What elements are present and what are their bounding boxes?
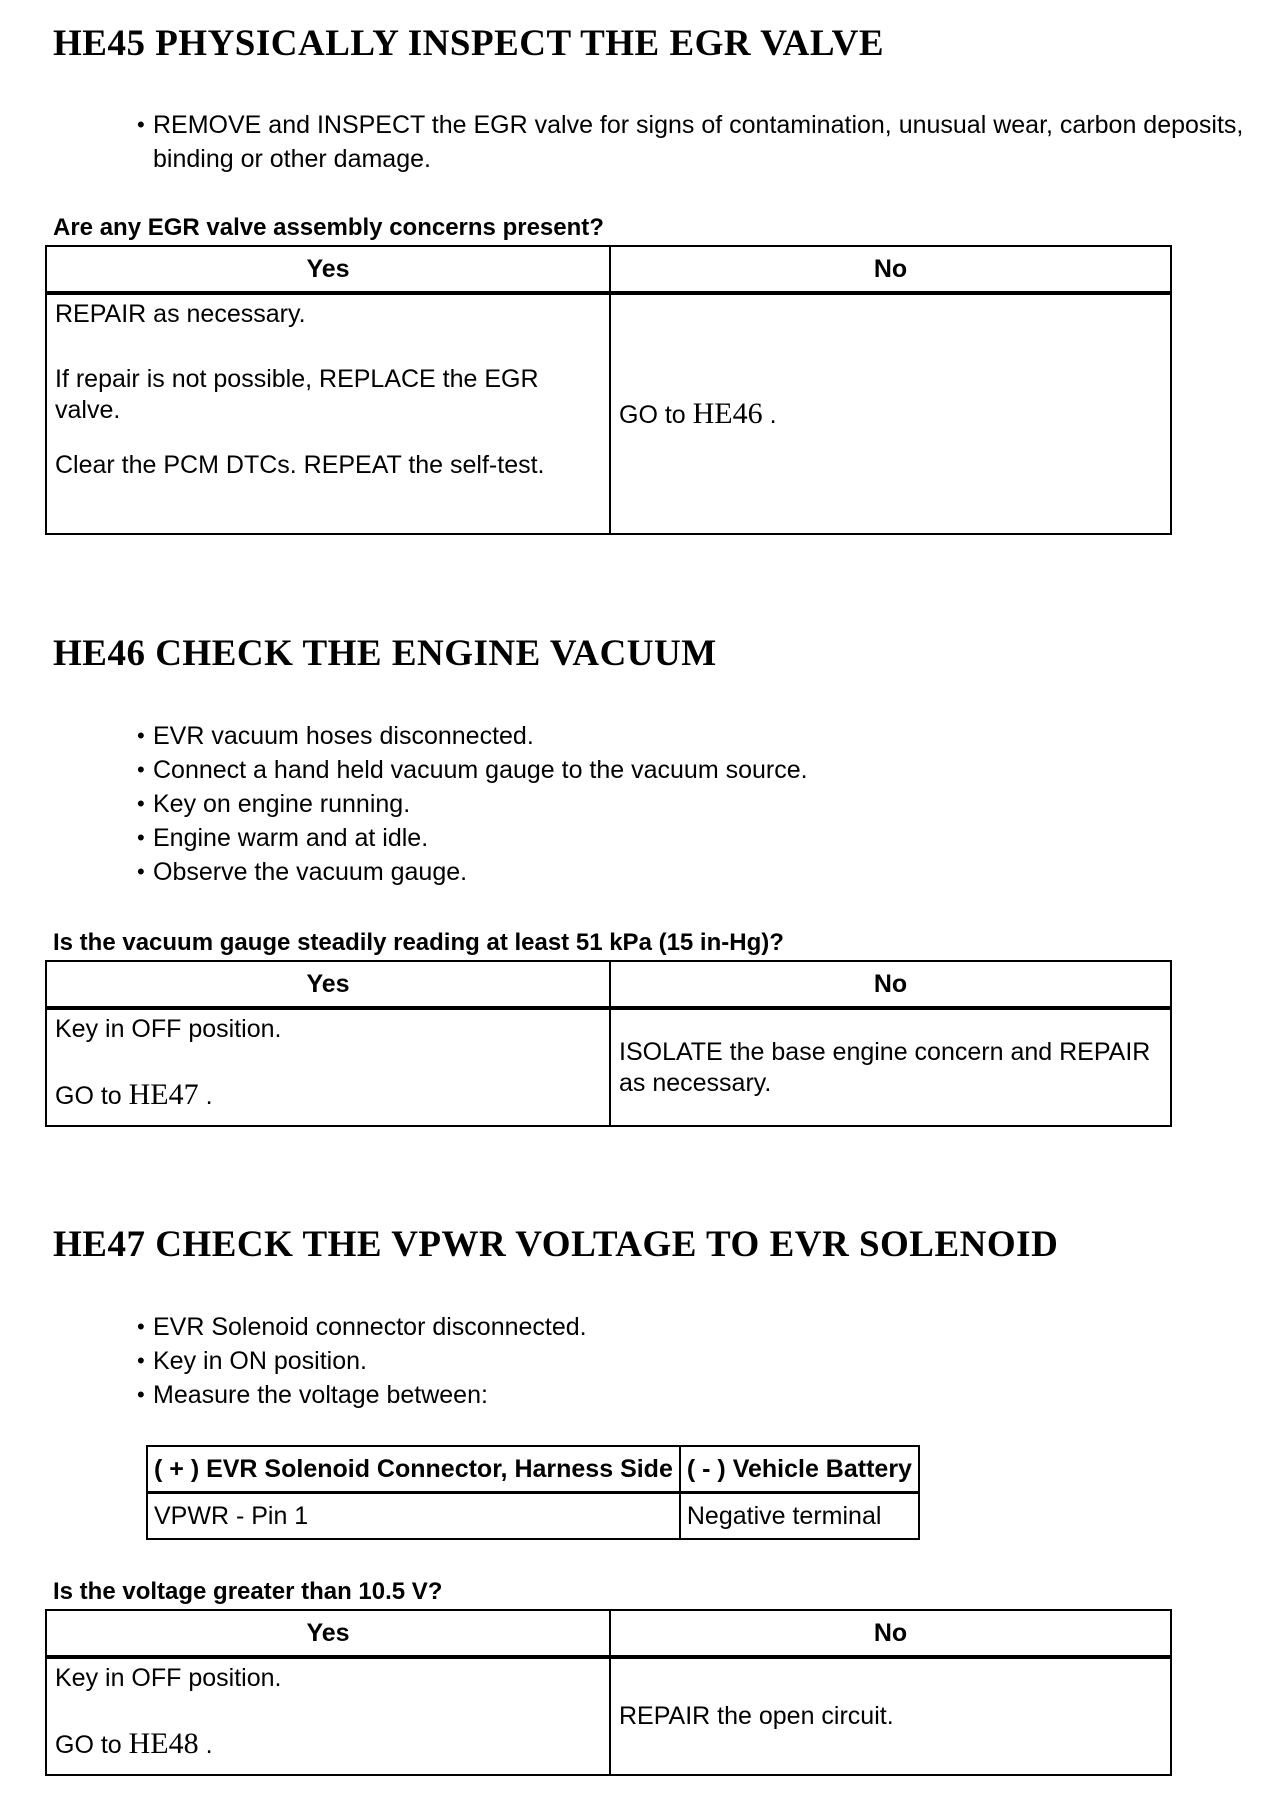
he47-steps [137,1310,1257,1412]
no-cell [610,293,1171,534]
step-item: • Connect a hand held vacuum gauge to the vacuum source. [137,753,1257,787]
yes-text-3: Clear the PCM DTCs. REPEAT the self-test. [55,451,545,479]
meas-header-negative: ( - ) Vehicle Battery [680,1446,919,1493]
no-prefix: GO to [619,400,686,429]
yes-text-1: Key in OFF position. [55,1015,282,1043]
he46-result-table [45,960,1172,1127]
he45-result-table [45,245,1172,535]
step-item: • Key on engine running. [137,787,1257,821]
yes-header: Yes [46,1610,610,1657]
yes-prefix: GO to [55,1731,122,1759]
step-item: • EVR vacuum hoses disconnected. [137,719,1257,753]
yes-cell [46,293,610,534]
he47-result-table [45,1609,1172,1776]
yes-header: Yes [46,246,610,293]
yes-suffix: . [205,1731,213,1759]
step-item: • Key in ON position. [137,1344,1257,1378]
he46-link[interactable]: HE46 [692,396,763,430]
meas-cell-positive: VPWR - Pin 1 [147,1493,680,1540]
he48-link[interactable]: HE48 [128,1727,199,1760]
measurement-table [146,1445,920,1540]
step-item [137,108,1257,176]
yes-goto [55,1079,601,1112]
yes-header: Yes [46,961,610,1008]
he46-title: HE46 CHECK THE ENGINE VACUUM [53,633,717,674]
no-cell: REPAIR the open circuit. [610,1657,1171,1775]
step-item: • Engine warm and at idle. [137,821,1257,855]
no-suffix: . [769,400,777,429]
he46-question: Is the vacuum gauge steadily reading at least 51 kPa (15 in-Hg)? [53,929,784,956]
he45-title: HE45 PHYSICALLY INSPECT THE EGR VALVE [53,23,885,64]
no-cell: ISOLATE the base engine concern and REPAIR as necessary. [610,1008,1171,1126]
he47-link[interactable]: HE47 [128,1078,199,1111]
yes-cell [46,1657,610,1775]
no-header: No [610,1610,1171,1657]
he47-title: HE47 CHECK THE VPWR VOLTAGE TO EVR SOLENOID [53,1224,1059,1265]
yes-goto [55,1728,601,1761]
meas-cell-negative: Negative terminal [680,1493,919,1540]
no-header: No [610,961,1171,1008]
no-header: No [610,246,1171,293]
yes-cell [46,1008,610,1126]
yes-prefix: GO to [55,1082,122,1110]
step-item: • Measure the voltage between: [137,1378,1257,1412]
yes-text-2: If repair is not possible, REPLACE the EGR valve. [55,365,539,424]
he46-steps [137,719,1257,889]
step-item: • Observe the vacuum gauge. [137,855,1257,889]
meas-header-positive: ( + ) EVR Solenoid Connector, Harness Side [147,1446,680,1493]
yes-suffix: . [205,1082,213,1110]
he47-question: Is the voltage greater than 10.5 V? [53,1578,443,1605]
step-item: • EVR Solenoid connector disconnected. [137,1310,1257,1344]
step-text: • REMOVE and INSPECT the EGR valve for signs of contamination, unusual wear, carbon deposits, binding or other damage. [153,111,1244,173]
he45-steps [137,108,1257,176]
he45-question: Are any EGR valve assembly concerns present? [53,214,604,241]
yes-text-1: Key in OFF position. [55,1664,282,1692]
yes-text-1: REPAIR as necessary. [55,300,306,328]
